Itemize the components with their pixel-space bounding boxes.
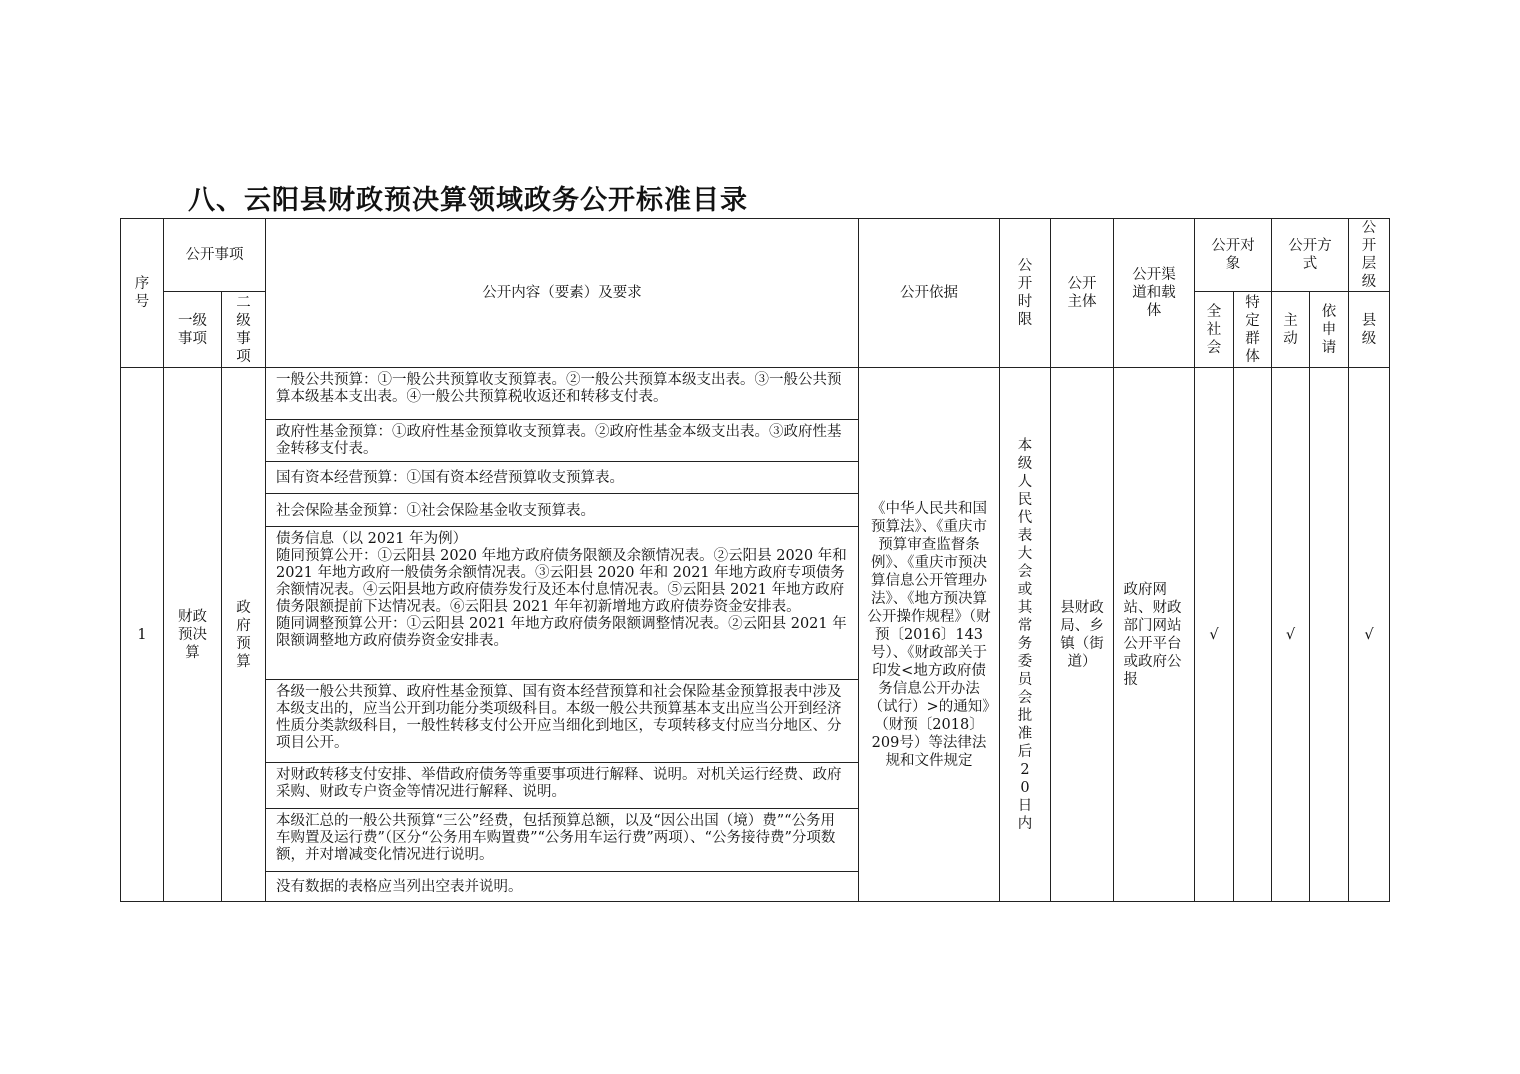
header-target-group: 特定群体: [1234, 292, 1272, 368]
content-row: [121, 368, 1390, 420]
header-basis: 公开依据: [859, 219, 1000, 368]
page-title: 八、云阳县财政预决算领域政务公开标准目录: [188, 185, 748, 216]
content-cell: 对财政转移支付安排、举借政府债务等重要事项进行解释、说明。对机关运行经费、政府采购、财政专户资金等情况进行解释、说明。: [266, 763, 859, 809]
row-level2: 政府预算: [222, 368, 266, 902]
header-channel: 公开渠道和载体: [1114, 219, 1195, 368]
header-subject: 公开主体: [1051, 219, 1114, 368]
header-tier-county: 县级: [1349, 292, 1390, 368]
row-channel: 政府网站、财政部门网站公开平台或政府公报: [1114, 368, 1195, 902]
row-target-all: √: [1195, 368, 1234, 902]
row-target-group: [1234, 368, 1272, 902]
header-item: 公开事项: [164, 219, 266, 292]
header-method-apply: 依申请: [1310, 292, 1349, 368]
row-level1: 财政预决算: [164, 368, 222, 902]
row-method-apply: [1310, 368, 1349, 902]
header-target: 公开对象: [1195, 219, 1272, 292]
content-cell: 国有资本经营预算：①国有资本经营预算收支预算表。: [266, 462, 859, 494]
catalog-table: [120, 218, 1390, 902]
row-time-limit: 本级人民代表大会或其常务委员会批准后20日内: [1000, 368, 1051, 902]
content-cell: 一般公共预算：①一般公共预算收支预算表。②一般公共预算本级支出表。③一般公共预算本级基本支出表。④一般公共预算税收返还和转移支付表。: [266, 368, 859, 420]
row-subject: 县财政局、乡镇（街道）: [1051, 368, 1114, 902]
header-content: 公开内容（要素）及要求: [266, 219, 859, 368]
row-seq: 1: [121, 368, 164, 902]
content-cell: 政府性基金预算：①政府性基金预算收支预算表。②政府性基金本级支出表。③政府性基金转移支付表。: [266, 420, 859, 462]
content-cell: 债务信息（以 2021 年为例） 随同预算公开：①云阳县 2020 年地方政府债务限额及余额情况表。②云阳县 2020 年和 2021 年地方政府一般债务余额情况表。③云阳县 2020 年和 2021 年地方政府专项债务余额情况表。④云阳县地方政府债券发行及还本付息情况表。⑤云阳县 2021 年地方政府债务限额提前下达情况表。⑥云阳县 2021 年年初新增地方政府债券资金安排表。 随同调整预算公开：①云阳县 2021 年地方政府债务限额调整情况表。②云阳县 2021 年限额调整地方政府债券资金安排表。: [266, 527, 859, 680]
header-method: 公开方式: [1272, 219, 1349, 292]
header-method-active: 主动: [1272, 292, 1310, 368]
content-cell: 本级汇总的一般公共预算“三公”经费，包括预算总额，以及“因公出国（境）费”“公务用车购置及运行费”（区分“公务用车购置费”“公务用车运行费”两项）、“公务接待费”分项数额，并对增减变化情况进行说明。: [266, 809, 859, 872]
header-seq: 序号: [121, 219, 164, 368]
header-time-limit: 公开时限: [1000, 219, 1051, 368]
row-tier-county: √: [1349, 368, 1390, 902]
header-tier: 公开层级: [1349, 219, 1390, 292]
content-cell: 没有数据的表格应当列出空表并说明。: [266, 872, 859, 902]
content-cell: 各级一般公共预算、政府性基金预算、国有资本经营预算和社会保险基金预算报表中涉及本级支出的，应当公开到功能分类项级科目。本级一般公共预算基本支出应当公开到经济性质分类款级科目，一般性转移支付公开应当细化到地区，专项转移支付应当分地区、分项目公开。: [266, 680, 859, 763]
header-target-all: 全社会: [1195, 292, 1234, 368]
header-row-1: [121, 219, 1390, 292]
row-basis: 《中华人民共和国预算法》、《重庆市预算审查监督条例》、《重庆市预决算信息公开管理办法》、《地方预决算公开操作规程》（财预〔2016〕143号）、《财政部关于印发<地方政府债务信息公开办法（试行）>的通知》（财预〔2018〕209号）等法律法规和文件规定: [859, 368, 1000, 902]
header-level1: 一级事项: [164, 292, 222, 368]
header-level2: 二级事项: [222, 292, 266, 368]
content-cell: 社会保险基金预算：①社会保险基金收支预算表。: [266, 494, 859, 527]
row-method-active: √: [1272, 368, 1310, 902]
